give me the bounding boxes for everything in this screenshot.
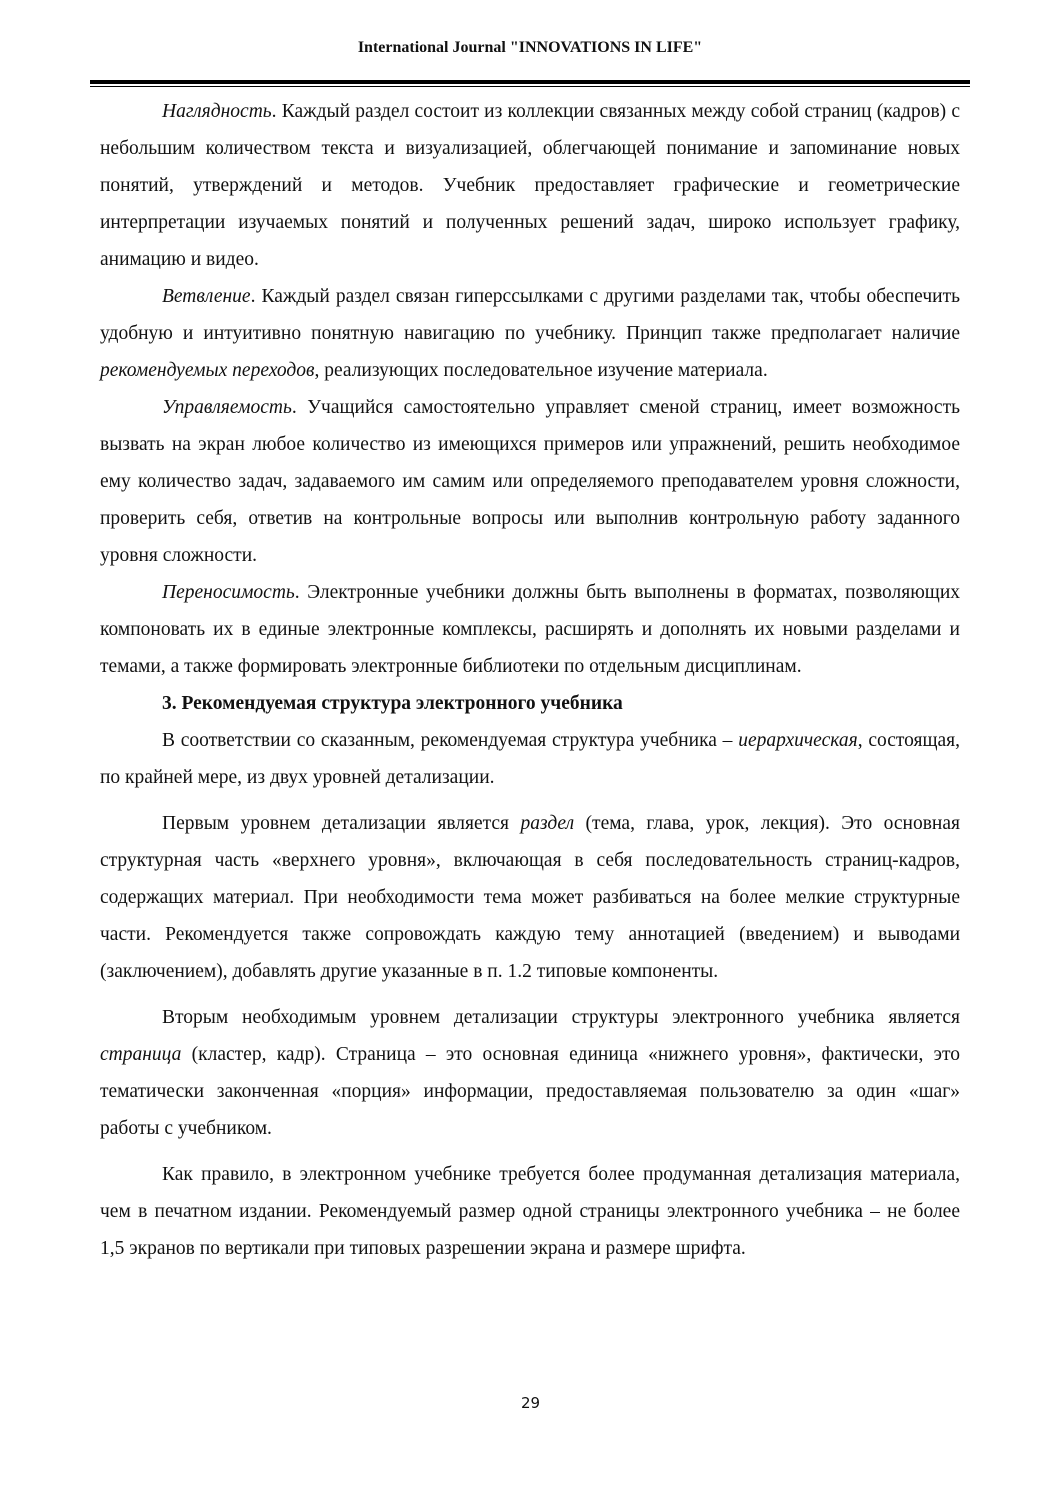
emphasis: рекомендуемых переходов — [100, 360, 315, 381]
header-rule-thick — [90, 80, 970, 84]
article-body — [100, 93, 960, 1267]
header-rule-thin — [90, 86, 970, 87]
paragraph-text: , реализующих последовательное изучение материала. — [314, 360, 768, 381]
paragraph-controllability — [100, 389, 960, 574]
lead-term: Ветвление — [162, 286, 251, 307]
paragraph-text: Вторым необходимым уровнем детализации структуры электронного учебника является — [162, 1007, 960, 1028]
paragraph-text: (тема, глава, урок, лекция). Это основная структурная часть «верхнего уровня», включающая в себя последовательность страниц-кадров, содержащих материал. При необходимости тема может разбиваться на более мелкие структурные части. Рекомендуется также сопровождать каждую тему аннотацией (введением) и выводами (заключением), добавлять другие указанные в п. 1.2 типовые компоненты. — [100, 813, 960, 982]
emphasis: раздел — [520, 813, 575, 834]
paragraph-structure-intro — [100, 722, 960, 796]
paragraph-text: Первым уровнем детализации является — [162, 813, 521, 834]
emphasis: страница — [100, 1044, 182, 1065]
running-header: International Journal "INNOVATIONS IN LIFE" — [357, 39, 703, 56]
paragraph-second-level — [100, 999, 960, 1147]
page-number: 29 — [520, 1394, 541, 1412]
paragraph-text: В соответствии со сказанным, рекомендуемая структура учебника – — [162, 730, 739, 751]
paragraph-text: . Каждый раздел состоит из коллекции связанных между собой страниц (кадров) с небольшим количеством текста и визуализацией, облегчающей понимание и запоминание новых понятий, утверждений и методов. Учебник предоставляет графические и геометрические интерпретации изучаемых понятий и полученных решений задач, широко использует графику, анимацию и видео. — [100, 101, 960, 270]
paragraph-visibility — [100, 93, 960, 278]
lead-term: Переносимость — [162, 582, 295, 603]
paragraph-text: , состоящая, по крайней мере, из двух уровней детализации. — [100, 730, 960, 788]
paragraph-text: (кластер, кадр). Страница – это основная единица «нижнего уровня», фактически, это тематически законченная «порция» информации, предоставляемая пользователю за один «шаг» работы с учебником. — [100, 1044, 960, 1139]
paragraph-first-level — [100, 805, 960, 990]
lead-term: Наглядность — [162, 101, 272, 122]
paragraph-text: . Каждый раздел связан гиперссылками с другими разделами так, чтобы обеспечить удобную и интуитивно понятную навигацию по учебнику. Принцип также предполагает наличие — [100, 286, 960, 344]
paragraph-text: Как правило, в электронном учебнике требуется более продуманная детализация материала, чем в печатном издании. Рекомендуемый размер одной страницы электронного учебника – не более 1,5 экранов по вертикали при типовых разрешении экрана и размере шрифта. — [100, 1164, 960, 1259]
lead-term: Управляемость — [162, 397, 292, 418]
section-heading: 3. Рекомендуемая структура электронного учебника — [162, 693, 623, 714]
paragraph-portability — [100, 574, 960, 685]
paragraph-detailing — [100, 1156, 960, 1267]
emphasis: иерархическая — [738, 730, 858, 751]
paragraph-text: . Учащийся самостоятельно управляет сменой страниц, имеет возможность вызвать на экран любое количество из имеющихся примеров или упражнений, решить необходимое ему количество задач, задаваемого им самим или определяемого преподавателем уровня сложности, проверить себя, ответив на контрольные вопросы или выполнив контрольную работу заданного уровня сложности. — [100, 397, 960, 566]
paragraph-text: . Электронные учебники должны быть выполнены в форматах, позволяющих компоновать их в единые электронные комплексы, расширять и дополнять их новыми разделами и темами, а также формировать электронные библиотеки по отдельным дисциплинам. — [100, 582, 960, 677]
paragraph-branching — [100, 278, 960, 389]
